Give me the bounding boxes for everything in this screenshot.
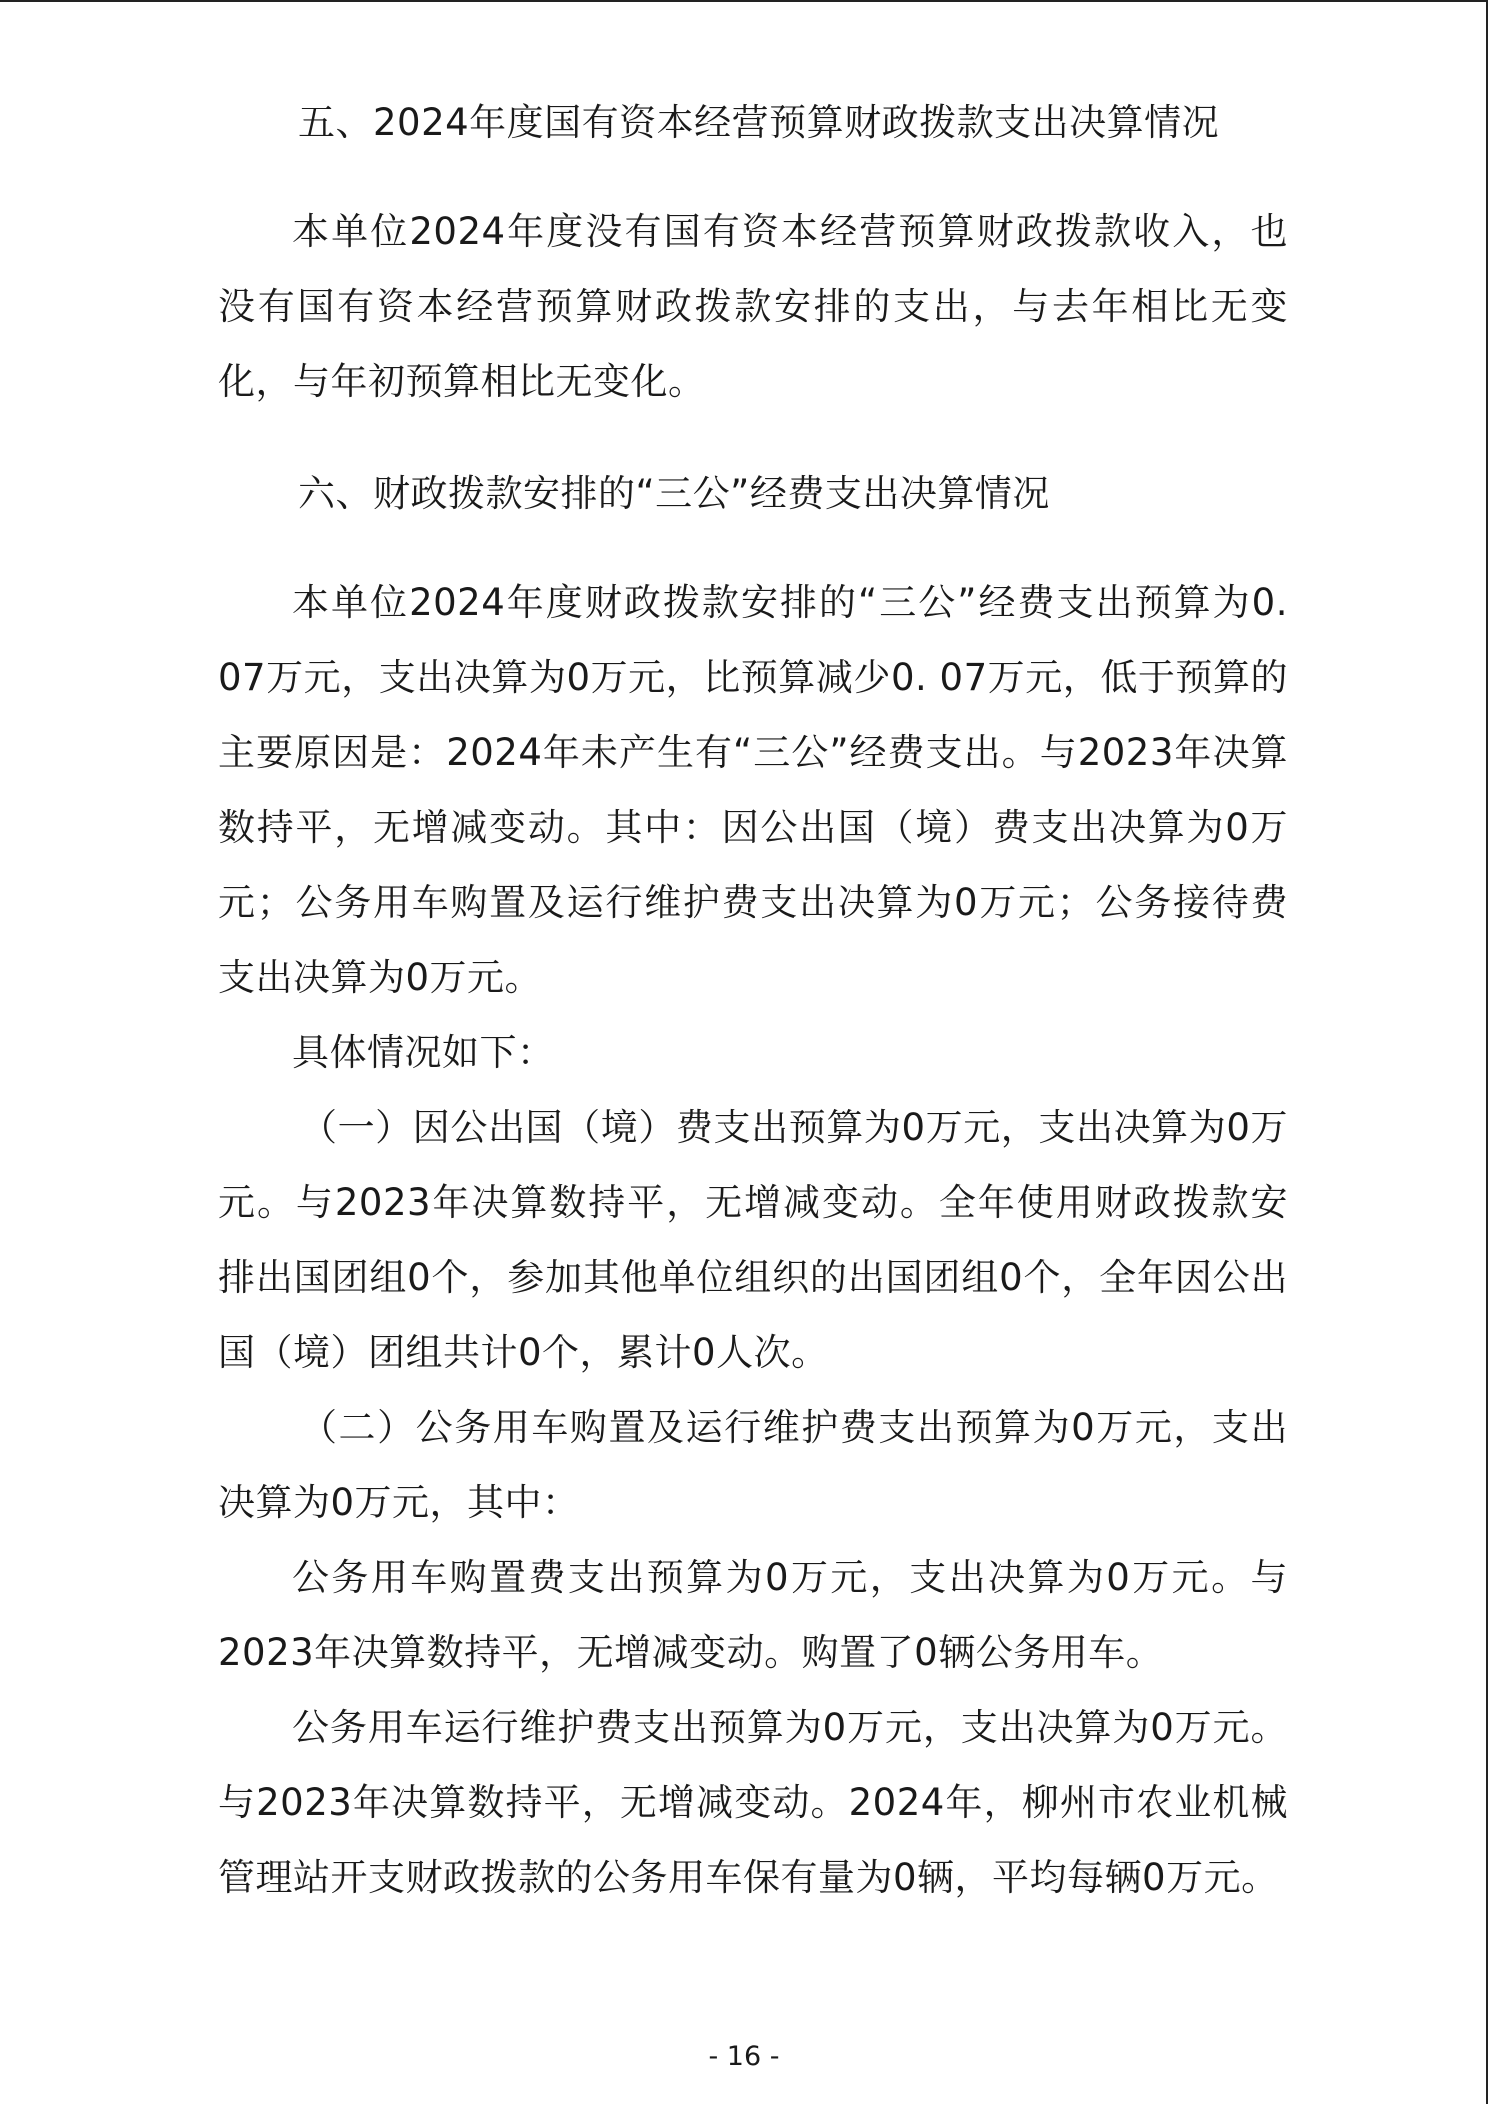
page-top-border — [0, 0, 1488, 2]
section-6-paragraph-details-intro: 具体情况如下： — [292, 1031, 555, 1074]
section-6-paragraph-summary: 本单位2024年度财政拨款安排的“三公”经费支出预算为0. 07万元，支出决算为0万元，比预算减少0. 07万元，低于预算的主要原因是：2024年未产生有“三公”经费支出。与2023年决算数持平，无增减变动。其中：因公出国（境）费支出决算为0万元；公务用车购置及运行维护费支出决算为0万元；公务接待费支出决算为0万元。 — [218, 581, 1288, 999]
spacer — [218, 158, 1288, 194]
section-6-paragraph-vehicle-maintenance: 公务用车运行维护费支出预算为0万元，支出决算为0万元。与2023年决算数持平，无增减变动。2024年，柳州市农业机械管理站开支财政拨款的公务用车保有量为0辆，平均每辆0万元。 — [218, 1706, 1288, 1899]
section-6-paragraph-vehicle-purchase: 公务用车购置费支出预算为0万元，支出决算为0万元。与2023年决算数持平，无增减变动。购置了0辆公务用车。 — [218, 1556, 1288, 1674]
section-5-paragraph: 本单位2024年度没有国有资本经营预算财政拨款收入，也没有国有资本经营预算财政拨款安排的支出，与去年相比无变化，与年初预算相比无变化。 — [218, 210, 1288, 403]
page-number: - 16 - — [708, 2041, 780, 2072]
section-5-heading: 五、2024年度国有资本经营预算财政拨款支出决算情况 — [298, 101, 1220, 144]
document-body — [218, 88, 1288, 1915]
spacer — [218, 529, 1288, 565]
section-6-paragraph-overseas: （一）因公出国（境）费支出预算为0万元，支出决算为0万元。与2023年决算数持平，无增减变动。全年使用财政拨款安排出国团组0个，参加其他单位组织的出国团组0个，全年因公出国（境）团组共计0个，累计0人次。 — [218, 1106, 1288, 1374]
section-6-heading: 六、财政拨款安排的“三公”经费支出决算情况 — [298, 472, 1050, 515]
spacer — [218, 419, 1288, 459]
section-6-paragraph-vehicles: （二）公务用车购置及运行维护费支出预算为0万元，支出决算为0万元，其中： — [218, 1406, 1288, 1524]
